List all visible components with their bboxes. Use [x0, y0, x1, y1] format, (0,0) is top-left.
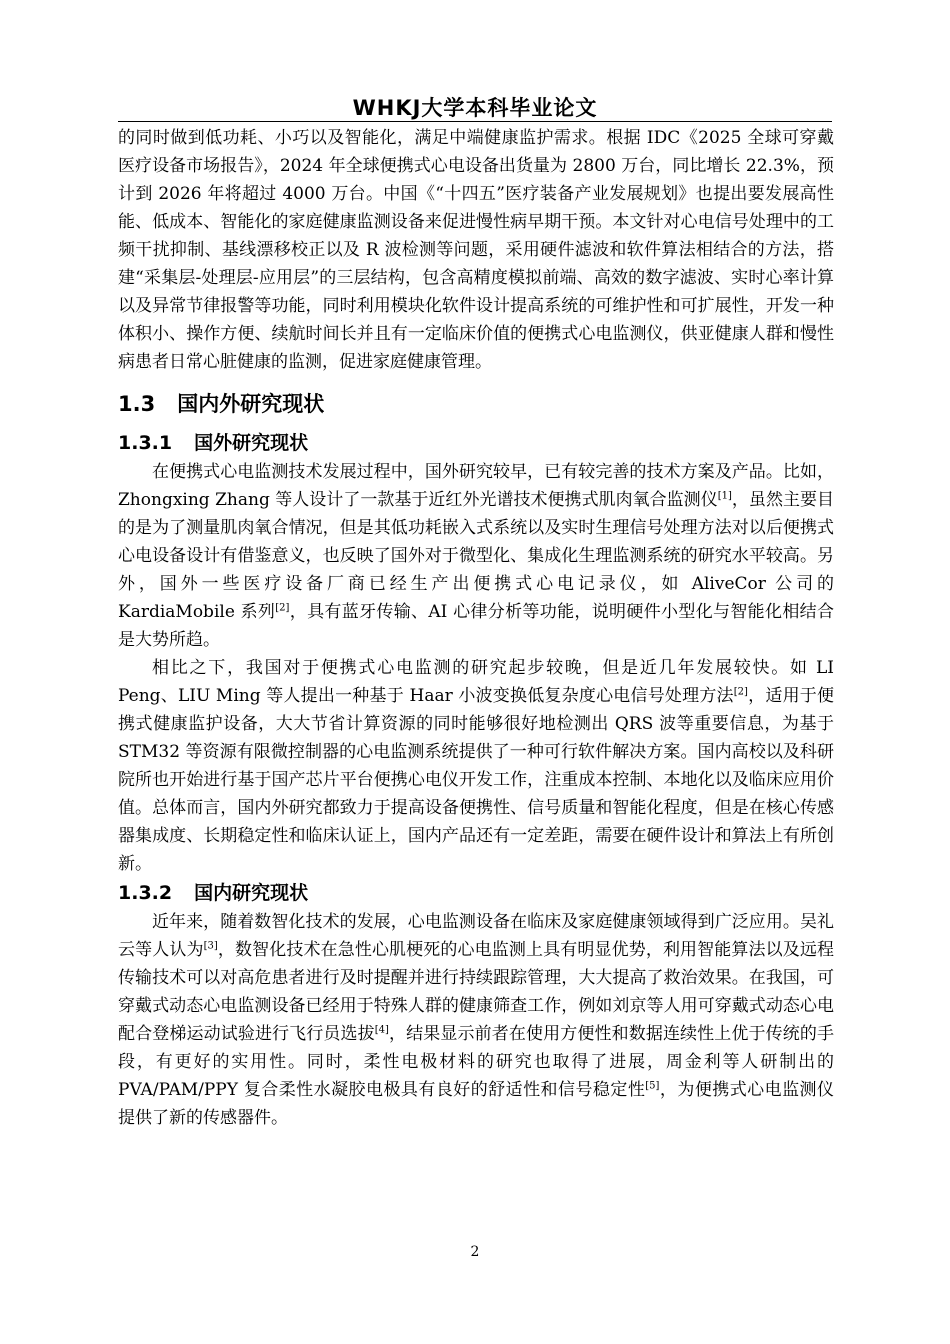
paragraph-foreign-research [118, 458, 834, 654]
citation-ref: [3] [203, 940, 218, 952]
text-run: 近年来，随着数智化技术的发展，心电监测设备在临床及家庭健康领域得到广泛应用。吴礼云等人认为 [118, 912, 834, 960]
page-number: 2 [470, 1244, 480, 1260]
paragraph-domestic-comparison [118, 654, 834, 878]
text-run: ，结果显示前者在使用方便性和数据连续性上优于传统的手段，有更好的实用性。同时，柔性电极材料的研究也取得了进展，周金利等人研制出的 PVA/PAM/PPY 复合柔性水凝胶电极具有良好的舒适性和信号稳定性 [118, 1024, 834, 1100]
citation-ref: [4] [374, 1024, 389, 1036]
text-run: ，虽然主要目的是为了测量肌肉氧合情况，但是其低功耗嵌入式系统以及实时生理信号处理方法对以后便携式心电设备设计有借鉴意义，也反映了国外对于微型化、集成化生理监测系统的研究水平较高。另外，国外一些医疗设备厂商已经生产出便携式心电记录仪，如 AliveCor 公司的 KardiaMobile 系列 [118, 490, 834, 622]
paragraph-domestic-research [118, 908, 834, 1132]
section-number: 1.3 [118, 392, 156, 416]
paragraph-intro-continuation: 的同时做到低功耗、小巧以及智能化，满足中端健康监护需求。根据 IDC《2025 全球可穿戴医疗设备市场报告》，2024 年全球便携式心电设备出货量为 2800 万台，同比增长 22.3%，预计到 2026 年将超过 4000 万台。中国《“十四五”医疗装备产业发展规划》也提出要发展高性能、低成本、智能化的家庭健康监测设备来促进慢性病早期干预。本文针对心电信号处理中的工频干扰抑制、基线漂移校正以及 R 波检测等问题，采用硬件滤波和软件算法相结合的方法，搭建“采集层-处理层-应用层”的三层结构，包含高精度模拟前端、高效的数字滤波、实时心率计算以及异常节律报警等功能，同时利用模块化软件设计提高系统的可维护性和可扩展性，开发一种体积小、操作方便、续航时间长并且有一定临床价值的便携式心电监测仪，供亚健康人群和慢性病患者日常心脏健康的监测，促进家庭健康管理。 [118, 128, 834, 372]
citation-ref: [2] [733, 686, 748, 698]
text-run: ，具有蓝牙传输、AI 心律分析等功能，说明硬件小型化与智能化相结合是大势所趋。 [118, 602, 834, 650]
text-run: ，为便携式心电监测仪提供了新的传感器件。 [118, 1080, 835, 1128]
text-run: ，数智化技术在急性心肌梗死的心电监测上具有明显优势，利用智能算法以及远程传输技术可以对高危患者进行及时提醒并进行持续跟踪管理，大大提高了救治效果。在我国，可穿戴式动态心电监测设备已经用于特殊人群的健康筛查工作，例如刘京等人用可穿戴式动态心电配合登梯运动试验进行飞行员选拔 [118, 940, 835, 1044]
subsection-title: 国内研究现状 [194, 882, 309, 904]
section-heading-1-3 [118, 389, 834, 419]
subsection-heading-1-3-1 [118, 428, 834, 458]
header-rule [118, 121, 832, 122]
subsection-title: 国外研究现状 [194, 432, 309, 454]
subsection-heading-1-3-2 [118, 878, 834, 908]
citation-ref: [2] [275, 602, 290, 614]
section-title: 国内外研究现状 [177, 392, 325, 416]
subsection-number: 1.3.1 [118, 432, 173, 454]
text-run: 在便携式心电监测技术发展过程中，国外研究较早，已有较完善的技术方案及产品。比如，Zhongxing Zhang 等人设计了一款基于近红外光谱技术便携式肌肉氧合监测仪 [118, 462, 834, 510]
page-body [118, 124, 834, 1132]
citation-ref: [5] [645, 1080, 660, 1092]
page-header: WHKJ大学本科毕业论文 [352, 96, 598, 120]
text-run: 相比之下，我国对于便携式心电监测的研究起步较晚，但是近几年发展较快。如 LI Peng、LIU Ming 等人提出一种基于 Haar 小波变换低复杂度心电信号处理方法 [118, 658, 834, 706]
text-run: ，适用于便携式健康监护设备，大大节省计算资源的同时能够很好地检测出 QRS 波等重要信息，为基于 STM32 等资源有限微控制器的心电监测系统提供了一种可行软件解决方案。国内高校以及科研院所也开始进行基于国产芯片平台便携心电仪开发工作，注重成本控制、本地化以及临床应用价值。总体而言，国内外研究都致力于提高设备便携性、信号质量和智能化程度，但是在核心传感器集成度、长期稳定性和临床认证上，国内产品还有一定差距，需要在硬件设计和算法上有所创新。 [118, 686, 834, 874]
citation-ref: [1] [717, 490, 732, 502]
subsection-number: 1.3.2 [118, 882, 173, 904]
